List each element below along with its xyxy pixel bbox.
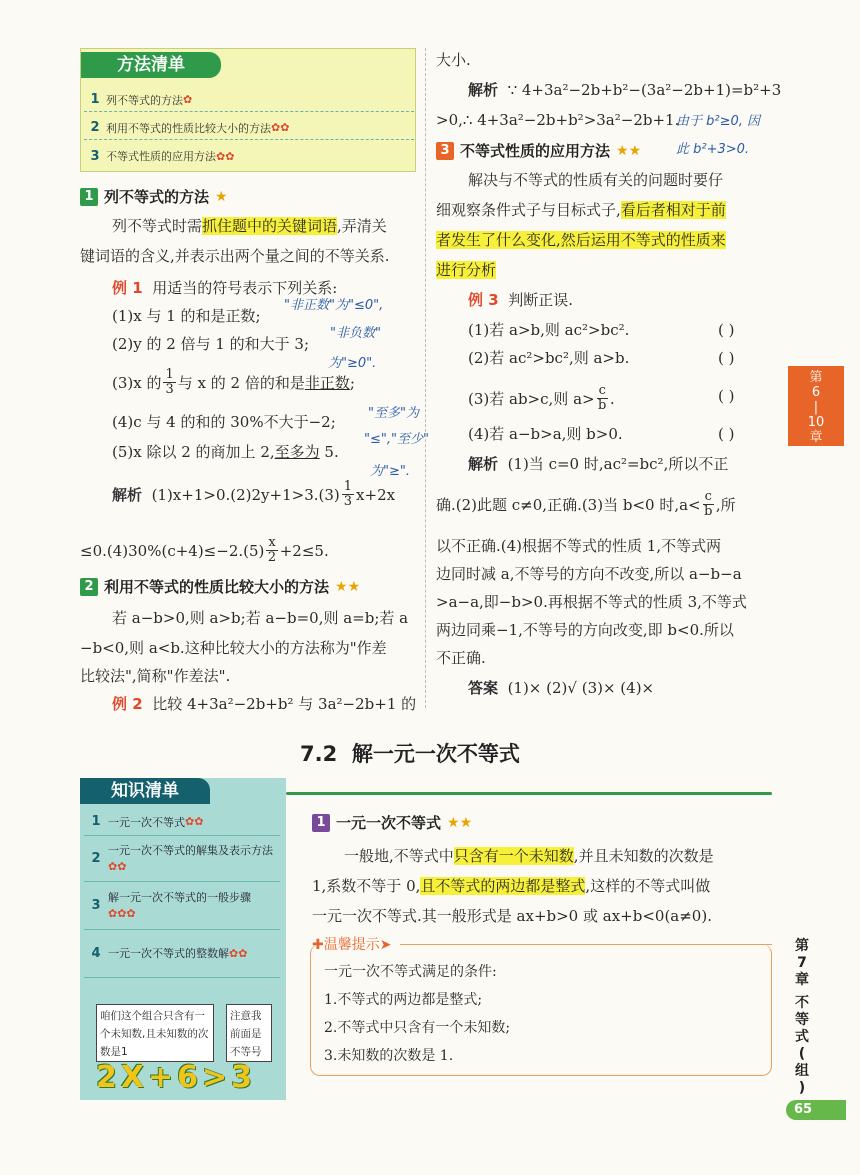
star-icon: ★ [215,188,228,205]
handwritten-note-8: 此 b²+3>0. [676,142,750,157]
green-divider [286,792,772,795]
method-item-2: 2 利用不等式的性质比较大小的方法 ✿✿ [84,116,414,140]
k1-line-3: 一元一次不等式.其一般形式是 ax+b>0 或 ax+b<0(a≠0). [312,907,712,925]
cartoon-inequality: 2X+6>3 [96,1060,257,1095]
ex3-analysis-4: 边同时减 a,不等号的方向不改变,所以 a−b−a [436,565,742,583]
tip-line-3: 3.未知数的次数是 1. [324,1048,454,1064]
s3-para-1: 解决与不等式的性质有关的问题时要仔 [468,171,724,189]
ex3-analysis-7: 不正确. [436,649,486,667]
section-1-heading: 1 列不等式的方法 ★ [80,186,228,207]
handwritten-note-4: "至多"为 [368,406,419,421]
handwritten-note-2: "非负数" [330,326,381,341]
example-3-line: 例 3 判断正误. [468,291,573,309]
answer-blank-3: ( ) [718,387,735,405]
star-icon: ✿ [183,93,193,106]
s1-para-2: 键词语的含义,并表示出两个量之间的不等关系. [80,247,390,265]
handwritten-note-7: 由于 b²≥0, 因 [676,114,761,129]
section-2-heading: 2 利用不等式的性质比较大小的方法 ★★ [80,576,360,597]
ex3-analysis-5: >a−a,即−b>0.再根据不等式的性质 3,不等式 [436,593,747,611]
handwritten-note-6: 为"≥". [370,464,410,479]
example-2-line: 例 2 比较 4+3a²−2b+b² 与 3a²−2b+1 的 [112,695,417,713]
star-icon: ★★ [335,578,361,595]
s3-para-3: 者发生了什么变化,然后运用不等式的性质来 [436,231,726,249]
tip-line-1: 1.不等式的两边都是整式; [324,992,483,1008]
knowledge-item-1: 1 一元一次不等式 ✿✿ [84,808,280,836]
answer-blank-1: ( ) [718,321,735,339]
column-divider [425,48,426,708]
answer-blank-4: ( ) [718,425,735,443]
s2-line-3: 比较法",简称"作差法". [80,667,231,685]
star-icon: ★★ [447,814,473,831]
ex3-answer: 答案 (1)× (2)√ (3)× (4)× [468,679,655,697]
ex1-q5: (5)x 除以 2 的商加上 2,至多为 5. [112,443,339,461]
ex3-analysis-6: 两边同乘−1,不等号的方向改变,即 b<0.所以 [436,621,734,639]
ex3-q4: (4)若 a−b>a,则 b>0. [468,425,623,443]
knowledge-item-2: 2 一元一次不等式的解集及表示方法✿✿ [84,836,280,882]
k1-line-2: 1,系数不等于 0,且不等式的两边都是整式,这样的不等式叫做 [312,877,711,895]
ex1-q1: (1)x 与 1 的和是正数; [112,307,261,325]
star-icon: ✿✿ [185,815,204,828]
ex3-analysis-1: 解析 (1)当 c=0 时,ac²=bc²,所以不正 [468,455,729,473]
chapter-tab-6-10: 第 6 | 10 章 [788,366,844,446]
method-item-3: 3 不等式性质的应用方法 ✿✿ [90,148,235,164]
ex1-q2: (2)y 的 2 倍与 1 的和大于 3; [112,335,310,353]
s3-para-4: 进行分析 [436,261,497,279]
star-icon: ✿✿ [108,859,127,873]
speech-bubble-1: 咱们这个组合只含有一个未知数,且未知数的次数是1 [96,1004,214,1062]
tip-top-rule [400,944,772,945]
ex1-q3: (3)x 的 1 3 与 x 的 2 倍的和是 非正数 ; [112,367,355,397]
star-icon: ✿✿ [271,121,290,134]
s1-para-1: 列不等式时需抓住题中的关键词语,弄清关 [112,217,387,235]
answer-blank-2: ( ) [718,349,735,367]
handwritten-note-5: "≤","至少" [364,432,429,447]
speech-bubble-2: 注意我前面是不等号 [226,1004,272,1062]
tip-line-2: 2.不等式中只含有一个未知数; [324,1020,511,1036]
knowledge-item-3: 3 解一元一次不等式的一般步骤✿✿✿ [84,882,280,930]
example-1-line: 例 1 用适当的符号表示下列关系: [112,279,338,297]
chapter-tab-7: 第 7 章 不 等 式 ( 组 ) [795,938,809,1096]
star-icon: ✿✿✿ [108,906,136,920]
right-analysis-1: 解析 ∵ 4+3a²−2b+b²−(3a²−2b+1)=b²+3 [468,81,782,99]
s3-para-2: 细观察条件式子与目标式子,看后者相对于前 [436,201,726,219]
right-analysis-2: >0,∴ 4+3a²−2b+b²>3a²−2b+1. [436,111,680,129]
ex1-analysis-2: ≤0.(4)30%(c+4)≤−2.(5) x 2 +2≤5. [80,535,329,565]
knowledge-title: 知识清单 [80,778,210,804]
ex3-q3: (3)若 ab>c,则 a> c b . [468,383,615,413]
k1-line-1: 一般地,不等式中只含有一个未知数,并且未知数的次数是 [344,847,714,865]
star-icon: ★★ [616,142,642,159]
arrow-icon: ✚ [312,937,324,953]
section-7-2-heading: 7.2 解一元一次不等式 [300,742,520,766]
page-number: 65 [786,1100,846,1120]
s2-line-2: −b<0,则 a<b.这种比较大小的方法称为"作差 [80,639,387,657]
ex3-q1: (1)若 a>b,则 ac²>bc². [468,321,630,339]
ex3-analysis-2: 确.(2)此题 c≠0,正确.(3)当 b<0 时,a< c b ,所 [436,489,736,519]
methods-title: 方法清单 [81,52,221,78]
s2-line-1: 若 a−b>0,则 a>b;若 a−b=0,则 a=b;若 a [112,609,409,627]
section-3-heading: 3 不等式性质的应用方法 ★★ [436,140,641,161]
star-icon: ✿✿ [229,946,248,960]
tip-title: ✚温馨提示➤ [312,937,392,953]
right-top-line: 大小. [436,51,471,69]
handwritten-note-1: "非正数"为"≤0", [284,298,384,313]
ex3-q2: (2)若 ac²>bc²,则 a>b. [468,349,630,367]
knowledge-item-4: 4 一元一次不等式的整数解✿✿ [84,930,280,978]
handwritten-note-3: 为"≥0". [328,356,377,371]
method-item-1: 1 列不等式的方法 ✿ [84,88,414,112]
ex3-analysis-3: 以不正确.(4)根据不等式的性质 1,不等式两 [436,537,722,555]
arrow-icon: ➤ [379,937,392,953]
tip-line-0: 一元一次不等式满足的条件: [324,964,497,980]
ex1-q4: (4)c 与 4 的和的 30%不大于−2; [112,413,336,431]
star-icon: ✿✿ [216,149,235,163]
k1-heading: 1 一元一次不等式 ★★ [312,812,472,833]
ex1-analysis-1: 解析 (1)x+1>0.(2)2y+1>3.(3) 1 3 x+2x [112,479,396,509]
